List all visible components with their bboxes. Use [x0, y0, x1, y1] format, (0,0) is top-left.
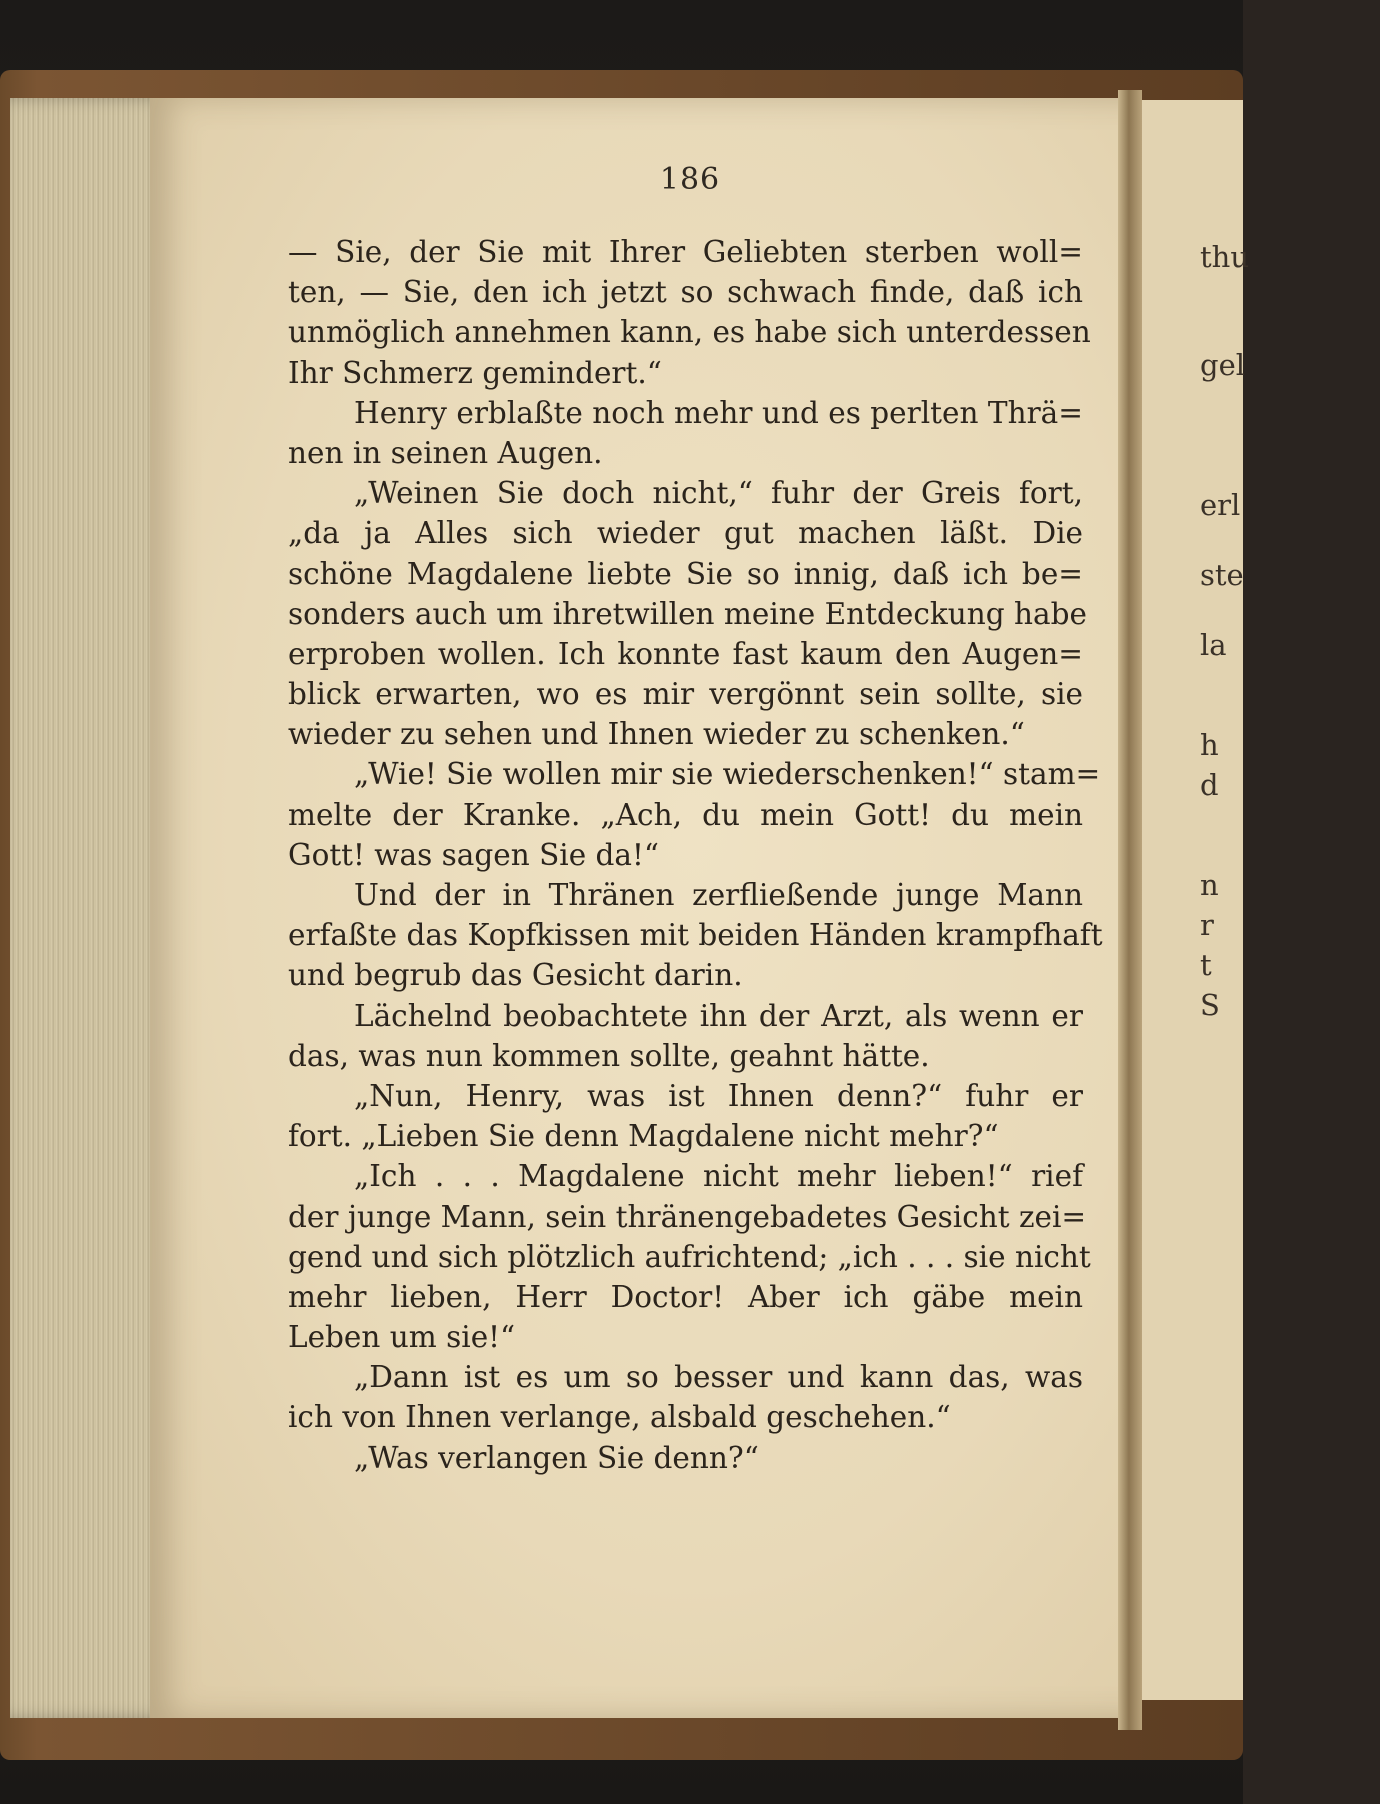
text-line: fort. „Lieben Sie denn Magdalene nicht mehr?“ [288, 1119, 999, 1154]
right-page-fragment: h [1200, 728, 1219, 762]
text-line: blick erwarten, wo es mir vergönnt sein sollte, sie [288, 677, 1083, 712]
text-line: das, was nun kommen sollte, geahnt hätte. [288, 1038, 930, 1073]
text-line: „Was verlangen Sie denn?“ [354, 1440, 759, 1475]
text-line: wieder zu sehen und Ihnen wieder zu schenken.“ [288, 717, 1025, 752]
text-line: unmöglich annehmen kann, es habe sich unterdessen [288, 315, 1091, 350]
right-page-fragment: n [1200, 868, 1219, 902]
right-page [1142, 100, 1246, 1700]
text-line: ich von Ihnen verlange, alsbald geschehen.“ [288, 1400, 951, 1435]
text-line: schöne Magdalene liebte Sie so innig, daß ich be= [288, 556, 1083, 591]
text-line: „Dann ist es um so besser und kann das, was [354, 1360, 1083, 1395]
right-page-fragment: r [1200, 908, 1214, 942]
text-line: nen in seinen Augen. [288, 435, 603, 470]
text-line: und begrub das Gesicht darin. [288, 958, 743, 993]
right-page-fragment: d [1200, 768, 1219, 802]
text-line: gend und sich plötzlich aufrichtend; „ich . . . sie nicht [288, 1239, 1091, 1274]
right-page-fragment: la [1200, 628, 1227, 662]
text-line: mehr lieben, Herr Doctor! Aber ich gäbe mein [288, 1279, 1083, 1314]
text-line: erfaßte das Kopfkissen mit beiden Händen krampfhaft [288, 918, 1103, 953]
right-page-fragment: gel [1200, 348, 1246, 382]
text-line: — Sie, der Sie mit Ihrer Geliebten sterben woll= [288, 235, 1083, 269]
text-line: „da ja Alles sich wieder gut machen läßt. Die [288, 516, 1083, 551]
text-line: Und der in Thränen zerfließende junge Mann [354, 878, 1083, 912]
text-line: der junge Mann, sein thränengebadetes Gesicht zei= [288, 1199, 1087, 1234]
text-line: melte der Kranke. „Ach, du mein Gott! du mein [288, 797, 1083, 832]
text-line: Gott! was sagen Sie da!“ [288, 837, 659, 872]
text-line: „Ich . . . Magdalene nicht mehr lieben!“ rief [354, 1159, 1083, 1194]
text-line: Lächelnd beobachtete ihn der Arzt, als wenn er [354, 998, 1083, 1033]
page-text [288, 232, 1103, 1478]
text-line: „Wie! Sie wollen mir sie wiederschenken!“ stam= [354, 757, 1101, 792]
page-edges [10, 98, 170, 1718]
text-line: Leben um sie!“ [288, 1320, 516, 1355]
right-page-fragment: ste [1200, 558, 1244, 592]
text-line: sonders auch um ihretwillen meine Entdeckung habe [288, 596, 1087, 631]
text-line: ten, — Sie, den ich jetzt so schwach finde, daß ich [288, 275, 1083, 310]
book-gutter [1118, 90, 1142, 1730]
right-page-fragment: S [1200, 988, 1220, 1022]
right-page-fragment: thu [1200, 240, 1250, 274]
text-line: „Weinen Sie doch nicht,“ fuhr der Greis fort, [354, 476, 1083, 511]
text-line: Ihr Schmerz gemindert.“ [288, 355, 662, 390]
page-number: 186 [659, 162, 721, 197]
right-page-fragment: erl [1200, 488, 1241, 522]
right-page-fragment: t [1200, 948, 1212, 982]
text-line: Henry erblaßte noch mehr und es perlten Thrä= [354, 395, 1083, 430]
text-line: „Nun, Henry, was ist Ihnen denn?“ fuhr er [354, 1078, 1083, 1113]
text-line: erproben wollen. Ich konnte fast kaum den Augen= [288, 636, 1083, 671]
